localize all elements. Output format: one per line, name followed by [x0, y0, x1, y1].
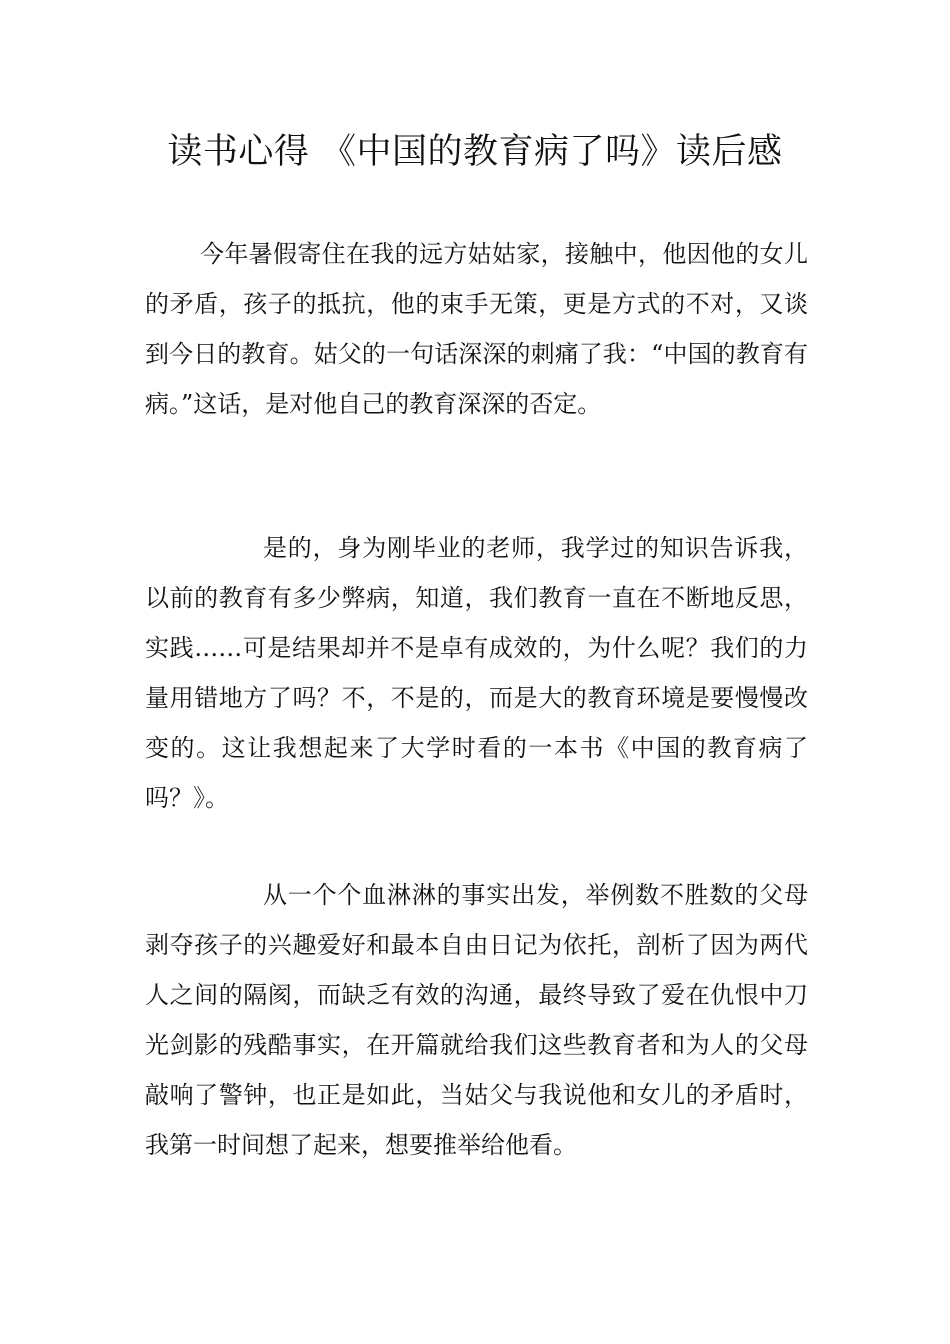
paragraph-3: 从一个个血淋淋的事实出发，举例数不胜数的父母剥夺孩子的兴趣爱好和最本自由日记为依托，剖析了因为两代人之间的隔阂，而缺乏有效的沟通，最终导致了爱在仇恨中刀光剑影的残酷事实，在开篇就给我们这些教育者和为人的父母敲响了警钟，也正是如此，当姑父与我说他和女儿的矛盾时，我第一时间想了起来，想要推举给他看。 [145, 881, 808, 1159]
paragraph-1: 今年暑假寄住在我的远方姑姑家，接触中，他因他的女儿的矛盾，孩子的抵抗，他的束手无策，更是方式的不对，又谈到今日的教育。姑父的一句话深深的刺痛了我：“中国的教育有病。”这话，是对他自己的教育深深的否定。 [145, 240, 808, 418]
paragraph-2: 是的，身为刚毕业的老师，我学过的知识告诉我，以前的教育有多少弊病，知道，我们教育一直在不断地反思，实践……可是结果却并不是卓有成效的，为什么呢？我们的力量用错地方了吗？不，不是的，而是大的教育环境是要慢慢改变的。这让我想起来了大学时看的一本书《中国的教育病了吗？》。 [145, 534, 808, 812]
document-title: 读书心得 《中国的教育病了吗》读后感 [167, 132, 783, 172]
